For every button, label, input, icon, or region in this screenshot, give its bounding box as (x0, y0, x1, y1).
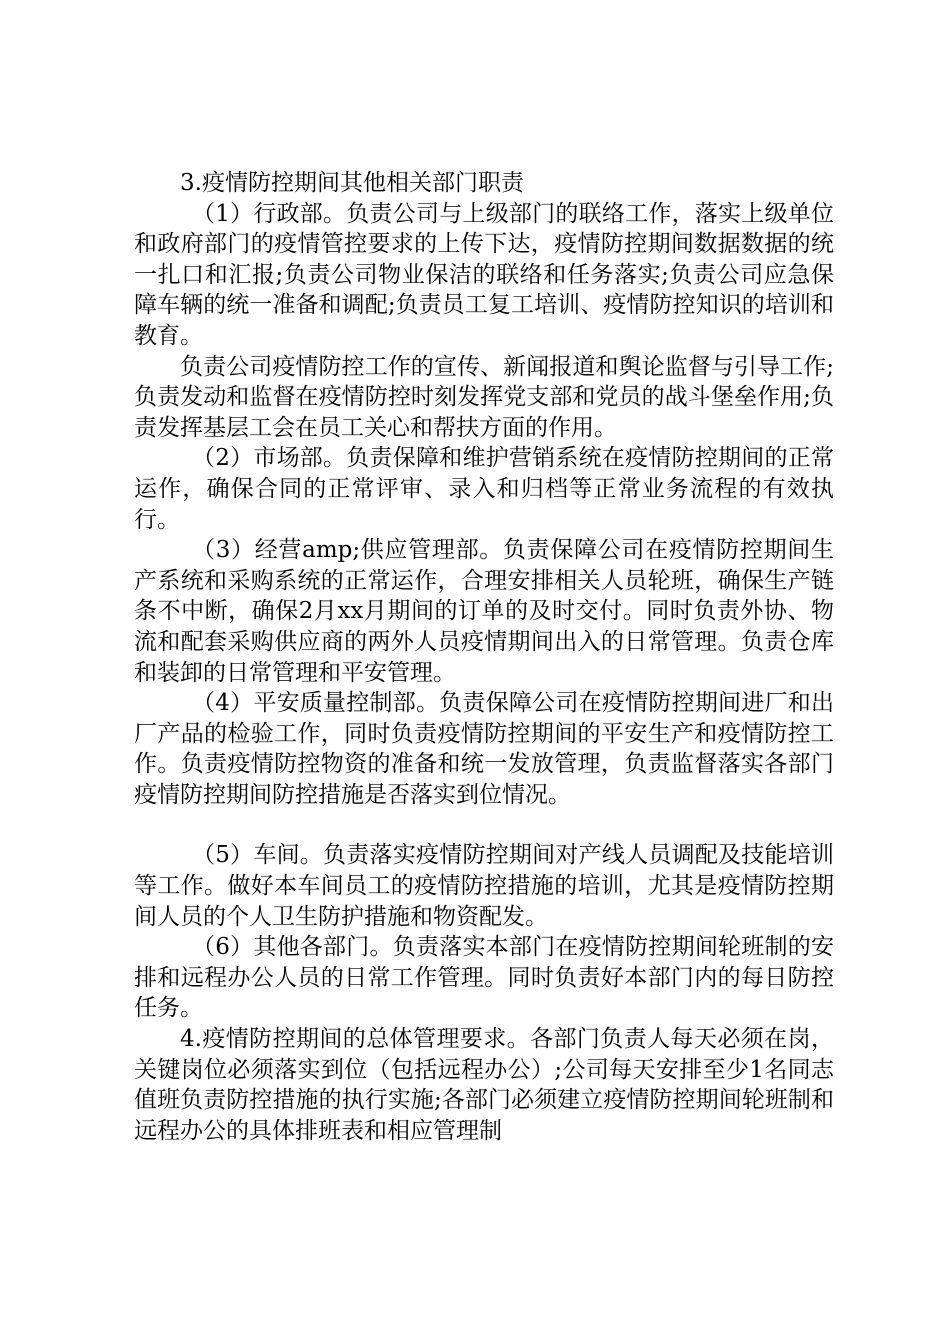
paragraph-publicity: 负责公司疫情防控工作的宣传、新闻报道和舆论监督与引导工作;负责发动和监督在疫情防控时刻发挥党支部和党员的战斗堡垒作用;负责发挥基层工会在员工关心和帮扶方面的作用。 (134, 353, 834, 441)
paragraph-market-dept: （2）市场部。负责保障和维护营销系统在疫情防控期间的正常运作，确保合同的正常评审、录入和归档等正常业务流程的有效执行。 (134, 445, 834, 533)
paragraph-supply-dept: （3）经营amp;供应管理部。负责保障公司在疫情防控期间生产系统和采购系统的正常运作，合理安排相关人员轮班，确保生产链条不中断，确保2月xx月期间的订单的及时交付。同时负责外协、物流和配套采购供应商的两外人员疫情期间出入的日常管理。负责仓库和装卸的日常管理和平安管理。 (134, 537, 834, 686)
section-heading-4: 4.疫情防控期间的总体管理要求。各部门负责人每天必须在岗，关键岗位必须落实到位（包括远程办公）;公司每天安排至少1名同志值班负责防控措施的执行实施;各部门必须建立疫情防控期间轮班制和远程办公的具体排班表和相应管理制 (134, 1026, 834, 1144)
section-heading-3: 3.疫情防控期间其他相关部门职责 (180, 170, 524, 196)
paragraph-other-depts: （6）其他各部门。负责落实本部门在疫情防控期间轮班制的安排和远程办公人员的日常工作管理。同时负责好本部门内的每日防控任务。 (134, 934, 834, 1022)
paragraph-workshop: （5）车间。负责落实疫情防控期间对产线人员调配及技能培训等工作。做好本车间员工的疫情防控措施的培训，尤其是疫情防控期间人员的个人卫生防护措施和物资配发。 (134, 842, 834, 930)
document-body (134, 168, 834, 1146)
paragraph-admin-dept: （1）行政部。负责公司与上级部门的联络工作，落实上级单位和政府部门的疫情管控要求的上传下达，疫情防控期间数据数据的统一扎口和汇报;负责公司物业保洁的联络和任务落实;负责公司应急保障车辆的统一准备和调配;负责员工复工培训、疫情防控知识的培训和教育。 (134, 200, 834, 349)
paragraph-quality-dept: （4）平安质量控制部。负责保障公司在疫情防控期间进厂和出厂产品的检验工作，同时负责疫情防控期间的平安生产和疫情防控工作。负责疫情防控物资的准备和统一发放管理，负责监督落实各部门疫情防控期间防控措施是否落实到位情况。 (134, 690, 834, 808)
paragraph-spacer (134, 810, 834, 840)
